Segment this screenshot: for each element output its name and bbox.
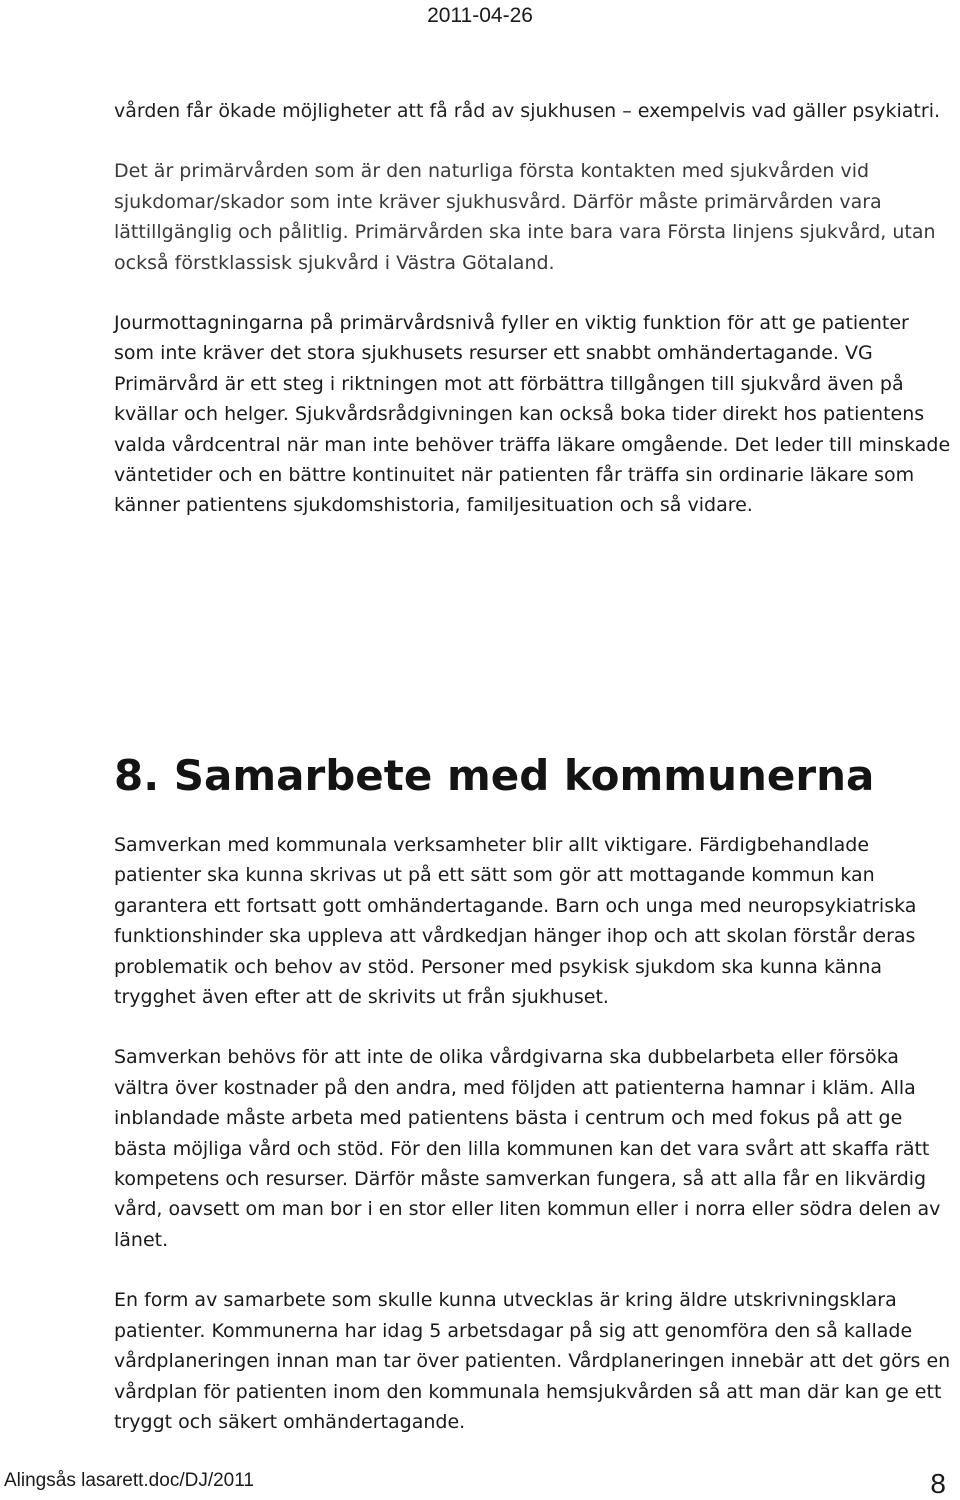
footer-source: Alingsås lasarett.doc/DJ/2011 <box>4 1470 254 1491</box>
paragraph-intro-continuation: vården får ökade möjligheter att få råd av sjukhusen – exempelvis vad gäller psykiatri. <box>114 100 941 122</box>
paragraph-emergency-clinics: Jourmottagningarna på primärvårdsnivå fyller en viktig funktion för att ge patienter som inte kräver det stora sjukhusets resurser ett snabbt omhändertagande. VG Primärvård är ett steg i riktningen mot att förbättra tillgången till sjukvård även på kvällar och helger. Sjukvårdsrådgivningen kan också boka tider direkt hos patientens valda vårdcentral när man inte behöver träffa läkare omgående. Det leder till minskade väntetider och en bättre kontinuitet när patienten får träffa sin ordinarie läkare som känner patientens sjukdomshistoria, familjesituation och så vidare. <box>114 312 951 517</box>
footer-page-number: 8 <box>930 1468 946 1499</box>
paragraph-primary-care: Det är primärvården som är den naturliga första kontakten med sjukvården vid sjukdomar/skador som inte kräver sjukhusvård. Därför måste primärvården vara lättillgänglig och pålitlig. Primärvården ska inte bara vara Första linjens sjukvård, utan också förstklassisk sjukvård i Västra Götaland. <box>114 160 936 274</box>
paragraph-discharge-planning: En form av samarbete som skulle kunna utvecklas är kring äldre utskrivningsklara patienter. Kommunerna har idag 5 arbetsdagar på sig att genomföra den så kallade vårdplaneringen innan man tar över patienten. Vårdplaneringen innebär att det görs en vårdplan för patienten inom den kommunala hemsjukvården så att man där kan ge ett tryggt och säkert omhändertagande. <box>114 1289 951 1433</box>
section-body <box>114 830 954 1437</box>
header-date: 2011-04-26 <box>427 4 533 27</box>
page-content <box>114 96 954 1433</box>
paragraph-municipal-cooperation: Samverkan med kommunala verksamheter blir allt viktigare. Färdigbehandlade patienter ska kunna skrivas ut på ett sätt som gör att mottagande kommun kan garantera ett fortsatt gott omhändertagande. Barn och unga med neuropsykiatriska funktionshinder ska uppleva att vårdkedjan hänger ihop och att skolan förstår deras problematik och behov av stöd. Personer med psykisk sjukdom ska kunna känna trygghet även efter att de skrivits ut från sjukhuset. <box>114 834 917 1009</box>
section-heading: 8. Samarbete med kommunerna <box>114 751 875 800</box>
paragraph-shared-responsibility: Samverkan behövs för att inte de olika vårdgivarna ska dubbelarbeta eller försöka vältra över kostnader på den andra, med följden att patienterna hamnar i kläm. Alla inblandade måste arbeta med patientens bästa i centrum och med fokus på att ge bästa möjliga vård och stöd. För den lilla kommunen kan det vara svårt att skaffa rätt kompetens och resurser. Därför måste samverkan fungera, så att alla får en likvärdig vård, oavsett om man bor i en stor eller liten kommun eller i norra eller södra delen av länet. <box>114 1046 941 1251</box>
